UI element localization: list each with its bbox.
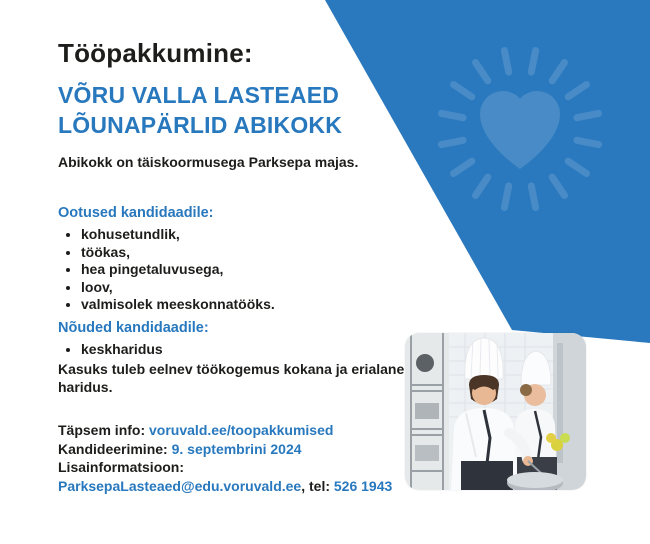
chefs-photo <box>405 333 586 490</box>
chefs-photo-illustration <box>405 333 586 490</box>
expectations-heading: Ootused kandidaadile: <box>58 205 214 221</box>
position-line-2: LÕUNAPÄRLID ABIKOKK <box>58 112 343 138</box>
phone-number[interactable]: 526 1943 <box>333 477 393 494</box>
contact-email-line <box>58 477 430 496</box>
banner-polygon <box>325 0 650 343</box>
expectations-list <box>58 226 275 314</box>
list-item: • kohusetundlik, <box>81 226 275 244</box>
apply-label: Kandideerimine: <box>58 440 168 457</box>
position-line-1: VÕRU VALLA LASTEAED <box>58 82 340 108</box>
contact-section <box>58 421 430 495</box>
contact-more-info-line <box>58 458 430 477</box>
poster-title: Tööpakkumine: <box>58 38 253 68</box>
intro-text: Abikokk on täiskoormusega Parksepa majas. <box>58 154 359 170</box>
contact-deadline-line <box>58 440 430 459</box>
list-item: • valmisolek meeskonnatööks. <box>81 296 275 314</box>
requirements-heading: Nõuded kandidaadile: <box>58 320 209 336</box>
list-item: • töökas, <box>81 244 275 262</box>
email-link[interactable]: ParksepaLasteaed@edu.voruvald.ee <box>58 477 302 494</box>
list-item: • keskharidus <box>81 341 426 359</box>
job-position-heading <box>58 80 342 140</box>
requirements-note: Kasuks tuleb eelnev töökogemus kokana ja erialane haridus. <box>58 360 405 395</box>
tel-label: , tel: <box>301 477 334 494</box>
more-info-label: Lisainformatsioon: <box>58 459 185 476</box>
apply-deadline: 9. septembrini 2024 <box>171 440 302 457</box>
requirements-list <box>58 341 426 359</box>
expectations-section <box>58 205 275 314</box>
requirements-section <box>58 320 426 396</box>
list-item: • loov, <box>81 279 275 297</box>
info-label: Täpsem info: <box>58 422 146 438</box>
list-item: • hea pingetaluvusega, <box>81 261 275 279</box>
contact-info-line <box>58 421 430 440</box>
jobs-link[interactable]: voruvald.ee/toopakkumised <box>149 422 334 438</box>
